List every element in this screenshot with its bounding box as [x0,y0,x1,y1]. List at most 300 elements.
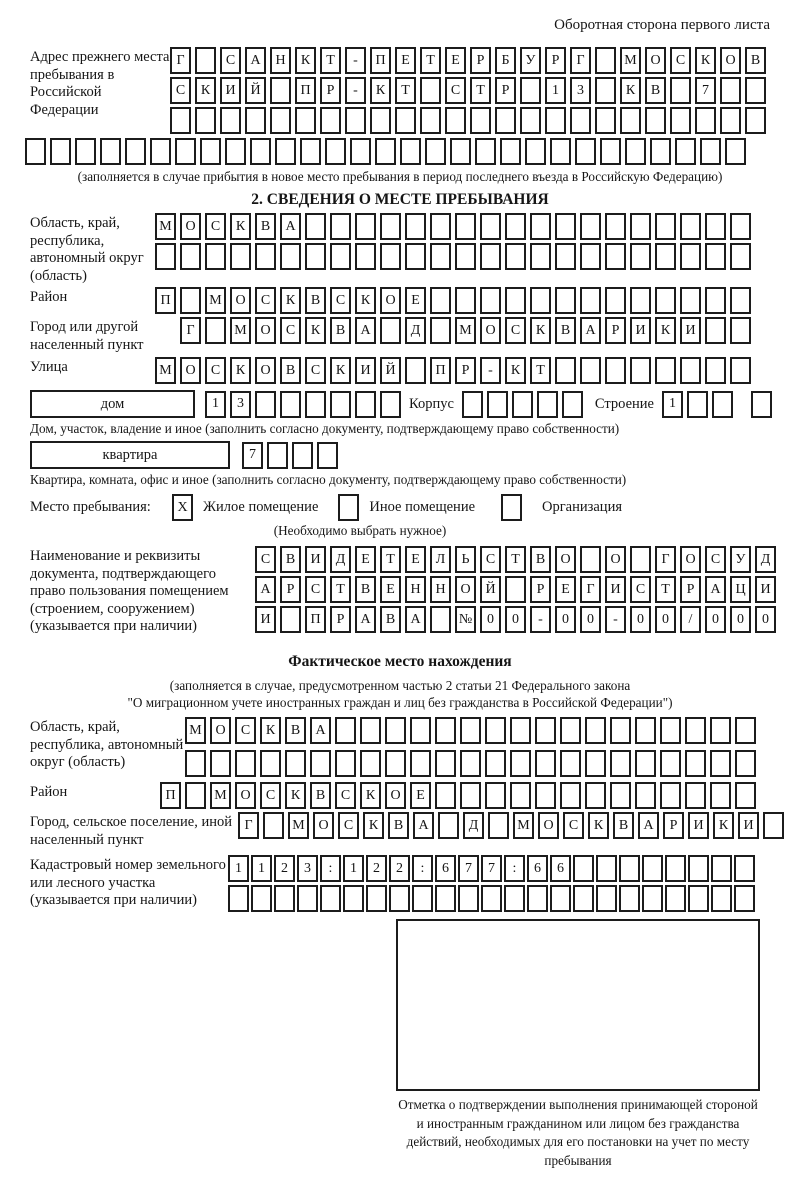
char-box[interactable] [305,213,326,240]
char-box[interactable]: Г [238,812,259,839]
char-box[interactable]: С [670,47,691,74]
char-box[interactable] [610,717,631,744]
char-box[interactable] [596,885,617,912]
char-box[interactable] [619,855,640,882]
char-box[interactable] [292,442,313,469]
char-box[interactable] [460,717,481,744]
char-box[interactable] [550,885,571,912]
char-box[interactable] [245,107,266,134]
char-box[interactable] [585,717,606,744]
char-box[interactable] [687,391,708,418]
char-box[interactable]: К [370,77,391,104]
char-box[interactable]: П [295,77,316,104]
char-box[interactable]: : [320,855,341,882]
char-box[interactable] [400,138,421,165]
char-box[interactable] [520,77,541,104]
char-box[interactable] [458,885,479,912]
char-box[interactable]: М [210,782,231,809]
char-box[interactable] [220,107,241,134]
char-box[interactable]: Р [320,77,341,104]
char-box[interactable]: Р [530,576,551,603]
char-box[interactable] [655,357,676,384]
char-box[interactable]: И [605,576,626,603]
char-box[interactable] [485,717,506,744]
char-box[interactable]: А [405,606,426,633]
char-box[interactable]: 1 [251,855,272,882]
char-box[interactable]: В [330,317,351,344]
char-box[interactable]: С [235,717,256,744]
char-box[interactable]: И [255,606,276,633]
char-box[interactable] [625,138,646,165]
char-box[interactable]: И [738,812,759,839]
char-box[interactable] [705,287,726,314]
char-box[interactable]: 7 [242,442,263,469]
char-box[interactable]: 3 [570,77,591,104]
char-box[interactable] [370,107,391,134]
char-box[interactable] [412,885,433,912]
char-box[interactable] [705,213,726,240]
char-box[interactable] [605,287,626,314]
char-box[interactable]: И [355,357,376,384]
char-box[interactable]: Й [380,357,401,384]
char-box[interactable] [720,107,741,134]
char-box[interactable] [450,138,471,165]
char-box[interactable] [405,243,426,270]
char-box[interactable]: П [305,606,326,633]
char-box[interactable] [734,855,755,882]
char-box[interactable]: 3 [230,391,251,418]
char-box[interactable] [711,885,732,912]
char-box[interactable] [500,138,521,165]
char-box[interactable] [555,357,576,384]
char-box[interactable]: Е [445,47,466,74]
char-box[interactable] [505,243,526,270]
char-box[interactable]: 0 [755,606,776,633]
char-box[interactable] [285,750,306,777]
char-box[interactable] [725,138,746,165]
char-box[interactable]: Р [470,47,491,74]
char-box[interactable] [274,885,295,912]
char-box[interactable] [420,107,441,134]
char-box[interactable]: Е [355,546,376,573]
char-box[interactable] [660,717,681,744]
char-box[interactable] [570,107,591,134]
char-box[interactable] [430,243,451,270]
char-box[interactable] [705,357,726,384]
char-box[interactable]: № [455,606,476,633]
char-box[interactable] [650,138,671,165]
char-box[interactable]: Ь [455,546,476,573]
char-box[interactable]: А [580,317,601,344]
char-box[interactable] [537,391,558,418]
char-box[interactable]: - [530,606,551,633]
char-box[interactable]: 0 [505,606,526,633]
char-box[interactable]: / [680,606,701,633]
char-box[interactable]: К [530,317,551,344]
char-box[interactable] [619,885,640,912]
char-box[interactable]: В [645,77,666,104]
char-box[interactable]: 6 [527,855,548,882]
checkbox-residential-premises[interactable]: X [172,494,193,521]
char-box[interactable]: К [195,77,216,104]
char-box[interactable] [555,213,576,240]
char-box[interactable] [520,107,541,134]
char-box[interactable] [735,717,756,744]
char-box[interactable]: Е [555,576,576,603]
char-box[interactable] [630,287,651,314]
char-box[interactable] [763,812,784,839]
char-box[interactable] [665,855,686,882]
char-box[interactable] [255,243,276,270]
char-box[interactable] [670,77,691,104]
checkbox-other-premises[interactable] [338,494,359,521]
char-box[interactable] [580,357,601,384]
char-box[interactable]: 6 [435,855,456,882]
char-box[interactable]: Т [420,47,441,74]
char-box[interactable] [596,855,617,882]
char-box[interactable]: А [280,213,301,240]
char-box[interactable] [512,391,533,418]
char-box[interactable]: Д [405,317,426,344]
char-box[interactable] [405,213,426,240]
char-box[interactable] [595,47,616,74]
char-box[interactable]: 1 [343,855,364,882]
char-box[interactable]: У [520,47,541,74]
char-box[interactable] [380,317,401,344]
char-box[interactable]: 1 [205,391,226,418]
char-box[interactable] [720,77,741,104]
char-box[interactable]: К [363,812,384,839]
char-box[interactable] [345,107,366,134]
char-box[interactable] [504,885,525,912]
char-box[interactable] [580,287,601,314]
char-box[interactable]: С [220,47,241,74]
char-box[interactable] [735,782,756,809]
char-box[interactable]: Г [570,47,591,74]
char-box[interactable]: В [380,606,401,633]
char-box[interactable]: Е [405,546,426,573]
char-box[interactable]: Р [680,576,701,603]
char-box[interactable] [430,317,451,344]
char-box[interactable] [425,138,446,165]
char-box[interactable] [630,243,651,270]
char-box[interactable] [730,357,751,384]
char-box[interactable]: С [260,782,281,809]
char-box[interactable]: В [745,47,766,74]
char-box[interactable] [430,287,451,314]
char-box[interactable] [460,782,481,809]
char-box[interactable]: 2 [389,855,410,882]
char-box[interactable]: О [313,812,334,839]
char-box[interactable] [395,107,416,134]
char-box[interactable]: К [230,357,251,384]
char-box[interactable] [711,855,732,882]
char-box[interactable]: - [605,606,626,633]
char-box[interactable] [605,213,626,240]
char-box[interactable] [635,717,656,744]
char-box[interactable]: О [235,782,256,809]
char-box[interactable]: С [445,77,466,104]
char-box[interactable] [495,107,516,134]
char-box[interactable] [665,885,686,912]
char-box[interactable]: Т [330,576,351,603]
char-box[interactable]: О [605,546,626,573]
char-box[interactable] [125,138,146,165]
char-box[interactable] [475,138,496,165]
char-box[interactable] [700,138,721,165]
char-box[interactable]: 0 [730,606,751,633]
char-box[interactable] [320,885,341,912]
char-box[interactable] [745,107,766,134]
char-box[interactable] [435,717,456,744]
char-box[interactable]: Г [580,576,601,603]
char-box[interactable] [380,243,401,270]
char-box[interactable]: И [688,812,709,839]
char-box[interactable]: В [280,546,301,573]
char-box[interactable]: И [220,77,241,104]
char-box[interactable] [655,287,676,314]
char-box[interactable] [585,782,606,809]
char-box[interactable]: Е [410,782,431,809]
char-box[interactable] [225,138,246,165]
char-box[interactable] [280,391,301,418]
char-box[interactable]: Д [463,812,484,839]
char-box[interactable] [455,287,476,314]
char-box[interactable]: 2 [366,855,387,882]
char-box[interactable] [545,107,566,134]
char-box[interactable]: С [505,317,526,344]
char-box[interactable]: 3 [297,855,318,882]
char-box[interactable] [170,107,191,134]
char-box[interactable]: К [305,317,326,344]
char-box[interactable] [550,138,571,165]
char-box[interactable] [680,243,701,270]
char-box[interactable] [685,717,706,744]
char-box[interactable] [712,391,733,418]
char-box[interactable]: К [620,77,641,104]
char-box[interactable] [180,243,201,270]
char-box[interactable] [267,442,288,469]
char-box[interactable] [485,750,506,777]
char-box[interactable]: К [355,287,376,314]
char-box[interactable]: 7 [458,855,479,882]
char-box[interactable] [435,885,456,912]
char-box[interactable] [385,750,406,777]
char-box[interactable]: О [645,47,666,74]
char-box[interactable] [745,77,766,104]
char-box[interactable]: О [720,47,741,74]
char-box[interactable] [100,138,121,165]
char-box[interactable] [530,243,551,270]
char-box[interactable] [200,138,221,165]
char-box[interactable] [680,357,701,384]
char-box[interactable]: Р [663,812,684,839]
char-box[interactable] [270,77,291,104]
char-box[interactable]: Р [545,47,566,74]
char-box[interactable]: 6 [550,855,571,882]
char-box[interactable]: С [630,576,651,603]
char-box[interactable]: И [755,576,776,603]
char-box[interactable] [675,138,696,165]
char-box[interactable] [255,391,276,418]
char-box[interactable]: Г [180,317,201,344]
char-box[interactable] [430,606,451,633]
char-box[interactable]: Й [245,77,266,104]
char-box[interactable]: М [455,317,476,344]
char-box[interactable] [530,287,551,314]
char-box[interactable] [210,750,231,777]
char-box[interactable]: В [355,576,376,603]
char-box[interactable]: П [160,782,181,809]
char-box[interactable] [480,213,501,240]
char-box[interactable]: 0 [580,606,601,633]
char-box[interactable] [510,750,531,777]
char-box[interactable]: М [230,317,251,344]
char-box[interactable]: Е [380,576,401,603]
char-box[interactable]: А [255,576,276,603]
char-box[interactable]: В [285,717,306,744]
char-box[interactable] [150,138,171,165]
char-box[interactable] [175,138,196,165]
char-box[interactable] [405,357,426,384]
char-box[interactable]: В [613,812,634,839]
char-box[interactable]: 0 [630,606,651,633]
char-box[interactable] [355,243,376,270]
char-box[interactable]: К [330,357,351,384]
char-box[interactable] [275,138,296,165]
char-box[interactable] [573,855,594,882]
char-box[interactable] [430,213,451,240]
char-box[interactable] [385,717,406,744]
char-box[interactable] [251,885,272,912]
char-box[interactable] [330,243,351,270]
char-box[interactable]: 0 [655,606,676,633]
char-box[interactable]: Р [330,606,351,633]
char-box[interactable] [730,317,751,344]
char-box[interactable] [230,243,251,270]
char-box[interactable] [380,213,401,240]
char-box[interactable]: М [155,213,176,240]
char-box[interactable] [600,138,621,165]
char-box[interactable] [75,138,96,165]
char-box[interactable]: О [255,357,276,384]
char-box[interactable]: П [155,287,176,314]
char-box[interactable]: К [230,213,251,240]
char-box[interactable] [380,391,401,418]
char-box[interactable] [560,782,581,809]
char-box[interactable] [525,138,546,165]
char-box[interactable] [645,107,666,134]
char-box[interactable] [455,243,476,270]
char-box[interactable]: И [680,317,701,344]
char-box[interactable] [580,546,601,573]
char-box[interactable]: 1 [228,855,249,882]
char-box[interactable] [305,243,326,270]
char-box[interactable]: К [295,47,316,74]
char-box[interactable]: К [655,317,676,344]
char-box[interactable]: С [255,287,276,314]
char-box[interactable]: С [480,546,501,573]
char-box[interactable] [438,812,459,839]
char-box[interactable] [297,885,318,912]
char-box[interactable] [487,391,508,418]
char-box[interactable] [185,750,206,777]
char-box[interactable]: 0 [555,606,576,633]
char-box[interactable] [505,287,526,314]
char-box[interactable] [25,138,46,165]
char-box[interactable]: А [705,576,726,603]
char-box[interactable]: Т [530,357,551,384]
char-box[interactable] [435,782,456,809]
char-box[interactable]: М [288,812,309,839]
char-box[interactable]: - [345,47,366,74]
char-box[interactable]: О [385,782,406,809]
char-box[interactable] [325,138,346,165]
char-box[interactable]: К [713,812,734,839]
char-box[interactable] [580,213,601,240]
char-box[interactable]: А [355,606,376,633]
char-box[interactable]: Г [655,546,676,573]
char-box[interactable] [420,77,441,104]
char-box[interactable] [560,717,581,744]
char-box[interactable] [562,391,583,418]
char-box[interactable] [462,391,483,418]
char-box[interactable] [734,885,755,912]
char-box[interactable] [270,107,291,134]
char-box[interactable]: Н [270,47,291,74]
char-box[interactable] [481,885,502,912]
char-box[interactable]: А [310,717,331,744]
char-box[interactable]: О [255,317,276,344]
char-box[interactable] [295,107,316,134]
char-box[interactable] [635,782,656,809]
char-box[interactable] [660,750,681,777]
char-box[interactable]: А [245,47,266,74]
char-box[interactable]: О [230,287,251,314]
char-box[interactable] [330,213,351,240]
char-box[interactable] [555,243,576,270]
char-box[interactable] [655,243,676,270]
char-box[interactable]: М [620,47,641,74]
char-box[interactable] [185,782,206,809]
char-box[interactable]: А [638,812,659,839]
char-box[interactable]: С [330,287,351,314]
char-box[interactable] [605,357,626,384]
char-box[interactable]: К [280,287,301,314]
char-box[interactable] [610,782,631,809]
char-box[interactable] [355,391,376,418]
char-box[interactable] [685,782,706,809]
char-box[interactable]: К [285,782,306,809]
char-box[interactable]: - [345,77,366,104]
char-box[interactable] [510,717,531,744]
char-box[interactable] [488,812,509,839]
char-box[interactable] [535,717,556,744]
char-box[interactable] [735,750,756,777]
char-box[interactable] [688,855,709,882]
char-box[interactable] [375,138,396,165]
char-box[interactable]: Р [280,576,301,603]
char-box[interactable] [555,287,576,314]
char-box[interactable] [335,717,356,744]
char-box[interactable]: Е [405,287,426,314]
char-box[interactable]: Б [495,47,516,74]
char-box[interactable] [343,885,364,912]
char-box[interactable]: Н [430,576,451,603]
char-box[interactable]: - [480,357,501,384]
char-box[interactable] [445,107,466,134]
char-box[interactable] [389,885,410,912]
